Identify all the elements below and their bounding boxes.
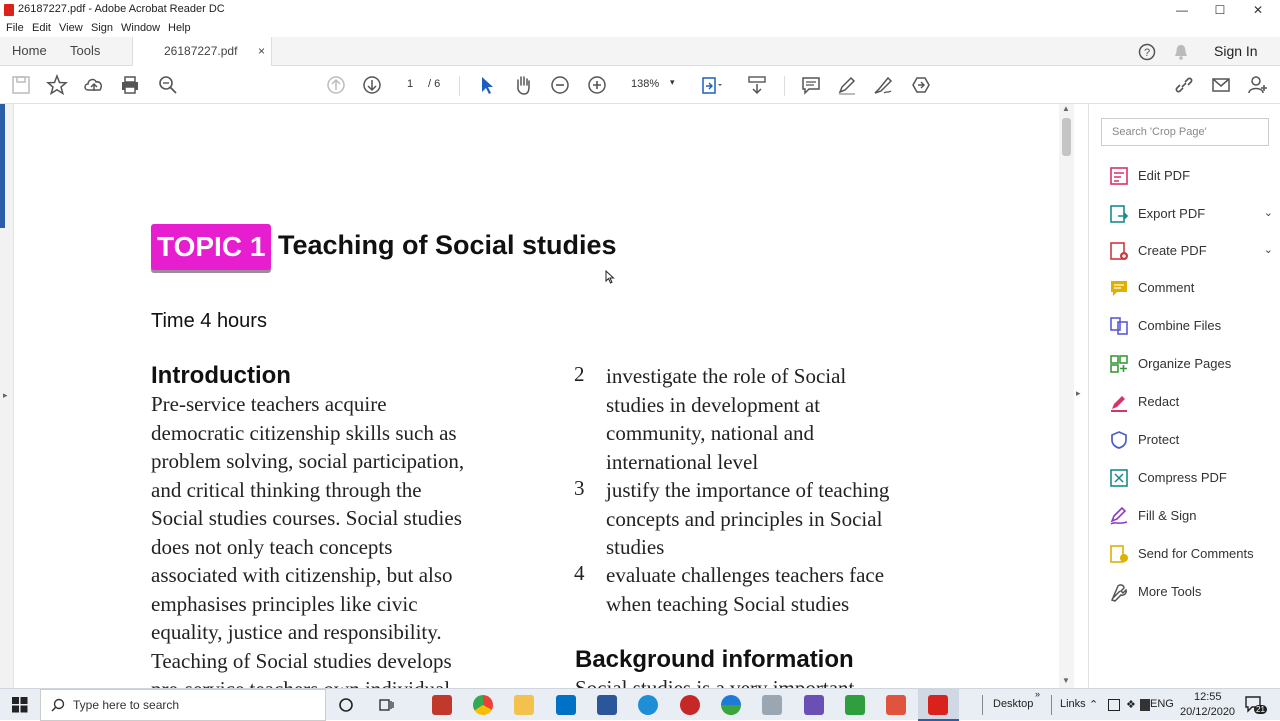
red-app-icon[interactable]	[886, 695, 906, 715]
email-icon[interactable]	[1210, 74, 1232, 96]
scrollbar-thumb[interactable]	[1062, 118, 1071, 156]
tab-home[interactable]: Home	[12, 43, 47, 58]
chrome-app-icon[interactable]	[473, 695, 493, 715]
send-for-comments-icon	[1109, 544, 1129, 564]
text-line: community, national and	[606, 421, 815, 445]
document-page[interactable]	[15, 104, 1058, 688]
acrobat-taskbar-button[interactable]	[918, 689, 959, 721]
chevron-down-icon: ▾	[670, 77, 675, 87]
time-duration: Time 4 hours	[151, 310, 267, 332]
chevron-down-icon[interactable]: ⌄	[1263, 207, 1273, 219]
search-icon	[51, 698, 65, 712]
tool-label: Create PDF	[1138, 243, 1207, 258]
screenshot-app-icon[interactable]	[762, 695, 782, 715]
maximize-button[interactable]: ☐	[1214, 3, 1226, 17]
tool-label: Organize Pages	[1138, 356, 1232, 371]
text-line: evaluate challenges teachers face	[606, 563, 885, 587]
topic-badge: TOPIC 1	[151, 224, 271, 270]
comment-icon	[1109, 278, 1129, 298]
previous-page-icon[interactable]	[325, 74, 347, 96]
zoom-out-icon[interactable]	[549, 74, 571, 96]
tool-comment[interactable]	[1109, 276, 1279, 300]
toolbar-divider	[459, 76, 460, 96]
scroll-mode-icon[interactable]	[746, 74, 768, 96]
tool-label: Redact	[1138, 394, 1180, 409]
comment-icon[interactable]	[800, 74, 822, 96]
outlook-app-icon[interactable]	[556, 695, 576, 715]
notification-count-badge: 21	[1256, 705, 1265, 714]
search-icon[interactable]	[157, 74, 179, 96]
menu-bar	[0, 20, 1280, 37]
organize-pages-icon	[1109, 354, 1129, 374]
introduction-paragraph	[151, 390, 551, 704]
filezilla-app-icon[interactable]	[432, 695, 452, 715]
tool-edit-pdf[interactable]	[1109, 164, 1279, 188]
text-line: and critical thinking through the	[151, 477, 422, 502]
camtasia-app-icon[interactable]	[845, 695, 865, 715]
tool-search-input[interactable]: Search 'Crop Page'	[1101, 118, 1269, 146]
text-line: Teaching of Social studies develops	[151, 648, 452, 673]
tools-pane	[1088, 104, 1280, 688]
windows-start-icon[interactable]	[12, 697, 28, 713]
pdf-app-icon	[4, 4, 14, 16]
objective-number: 2	[574, 362, 585, 386]
title-bar	[0, 0, 1280, 20]
bookmark-star-icon[interactable]	[46, 74, 68, 96]
close-button[interactable]: ✕	[1252, 3, 1264, 17]
chevron-up-icon[interactable]: ⌃	[1089, 699, 1099, 711]
create-pdf-icon	[1109, 241, 1129, 261]
text-line: studies in development at	[606, 392, 821, 417]
windows-taskbar	[0, 688, 1280, 720]
text-line: justify the importance of teaching	[606, 478, 890, 502]
zoom-in-icon[interactable]	[586, 74, 608, 96]
tool-label: Comment	[1138, 280, 1195, 295]
file-explorer-app-icon[interactable]	[514, 695, 534, 715]
objective-text	[606, 362, 976, 476]
left-panel-strip	[0, 104, 14, 688]
tool-label: Compress PDF	[1138, 470, 1227, 485]
tab-close-button[interactable]: ×	[257, 44, 265, 58]
collapse-right-pane-icon[interactable]: ▸	[1076, 388, 1081, 398]
objective-number: 3	[574, 476, 585, 500]
green-blue-app-icon[interactable]	[721, 695, 741, 715]
protect-icon	[1109, 430, 1129, 450]
input-language-indicator[interactable]: ENG	[1150, 698, 1174, 710]
text-line: when teaching Social studies	[606, 591, 850, 616]
scroll-down-arrow-icon[interactable]: ▼	[1062, 676, 1070, 685]
fit-page-icon[interactable]	[700, 74, 722, 96]
more-tools-icon	[1109, 582, 1129, 602]
highlight-pen-icon[interactable]	[836, 74, 858, 96]
tool-create-pdf[interactable]	[1109, 239, 1279, 263]
edge-app-icon[interactable]	[638, 695, 658, 715]
toolbar-divider	[784, 76, 785, 96]
tool-organize-pages[interactable]	[1109, 352, 1279, 376]
objective-number: 4	[574, 561, 585, 585]
taskbar-search-input[interactable]	[40, 689, 326, 721]
menu-sign[interactable]: Sign	[91, 22, 114, 34]
tray-app-icon[interactable]	[1108, 699, 1120, 711]
redact-icon	[1109, 392, 1129, 412]
text-line: studies	[606, 535, 665, 559]
more-tools-toolbar-icon[interactable]	[910, 74, 932, 96]
next-page-icon[interactable]	[361, 74, 383, 96]
dropbox-icon[interactable]: ❖	[1126, 699, 1136, 711]
acrobat-app-icon	[928, 695, 948, 715]
page-number-input[interactable]: 1	[406, 78, 414, 90]
text-line: problem solving, social participation,	[151, 449, 465, 473]
taskbar-divider	[982, 695, 983, 715]
clock-time[interactable]: 12:55	[1194, 691, 1222, 703]
left-panel-accent	[0, 104, 5, 228]
chevron-right-icon[interactable]: »	[1035, 689, 1041, 699]
text-line: associated with citizenship, but also	[151, 563, 453, 587]
text-line: concepts and principles in Social	[606, 506, 883, 531]
page-count: / 6	[428, 78, 441, 90]
window-title: 26187227.pdf - Adobe Acrobat Reader DC	[18, 3, 225, 15]
print-icon[interactable]	[119, 74, 141, 96]
cortana-icon[interactable]	[338, 697, 354, 713]
scroll-up-arrow-icon[interactable]: ▲	[1062, 104, 1070, 113]
clock-date[interactable]: 20/12/2020	[1180, 706, 1236, 718]
minimize-button[interactable]: —	[1176, 3, 1188, 17]
document-title: Teaching of Social studies	[278, 230, 617, 260]
menu-window[interactable]: Window	[121, 22, 161, 34]
task-view-icon[interactable]	[378, 697, 394, 713]
tab-document[interactable]	[132, 37, 272, 67]
tool-protect[interactable]	[1109, 428, 1279, 452]
tool-export-pdf[interactable]	[1109, 202, 1279, 226]
tool-label: Protect	[1138, 432, 1180, 447]
introduction-heading: Introduction	[151, 362, 291, 389]
tool-compress-pdf[interactable]	[1109, 466, 1279, 490]
tool-label: Export PDF	[1138, 206, 1206, 221]
zoom-value: 138%	[631, 78, 660, 90]
menu-edit[interactable]: Edit	[32, 22, 51, 34]
share-link-icon[interactable]	[1173, 74, 1195, 96]
main-toolbar	[0, 66, 1280, 104]
text-line: Pre-service teachers acquire	[151, 392, 387, 416]
fill-sign-icon	[1109, 506, 1129, 526]
menu-help[interactable]: Help	[168, 22, 191, 34]
word-app-icon[interactable]	[597, 695, 617, 715]
text-line: emphasises principles like civic	[151, 591, 418, 616]
tab-bar	[0, 37, 1280, 66]
text-line: investigate the role of Social	[606, 364, 847, 388]
compress-pdf-icon	[1109, 468, 1129, 488]
export-pdf-icon	[1109, 204, 1129, 224]
tool-fill-sign[interactable]	[1109, 504, 1279, 528]
notification-bell-icon[interactable]	[1173, 43, 1189, 61]
zoom-dropdown[interactable]	[620, 76, 684, 94]
menu-file[interactable]: File	[6, 22, 24, 34]
links-toolbar-label[interactable]: Links	[1060, 698, 1086, 710]
tool-label: Send for Comments	[1138, 546, 1254, 561]
tool-send-for-comments[interactable]	[1109, 542, 1279, 566]
hand-tool-icon[interactable]	[512, 74, 534, 96]
desktop-toolbar-label[interactable]: Desktop	[993, 698, 1034, 710]
taskbar-search-placeholder: Type here to search	[73, 698, 180, 712]
expand-left-panel-icon[interactable]: ▸	[3, 390, 8, 400]
objective-text	[606, 476, 976, 562]
select-cursor-icon[interactable]	[476, 74, 498, 96]
text-line: international level	[606, 449, 759, 474]
text-line: equality, justice and responsibility.	[151, 620, 442, 644]
purple-app-icon[interactable]	[804, 695, 824, 715]
background-heading: Background information	[575, 646, 854, 673]
edit-pdf-icon	[1109, 166, 1129, 186]
tool-redact[interactable]	[1109, 390, 1279, 414]
vertical-scrollbar[interactable]	[1059, 104, 1074, 688]
chevron-down-icon[interactable]: ⌄	[1263, 244, 1273, 256]
save-icon[interactable]	[10, 74, 32, 96]
help-icon[interactable]	[1138, 43, 1156, 61]
text-line: Social studies courses. Social studies	[151, 506, 462, 530]
text-line: does not only teach concepts	[151, 534, 393, 559]
upload-cloud-icon[interactable]	[83, 74, 105, 96]
svg-text:?: ?	[1143, 47, 1151, 59]
battery-icon[interactable]	[1140, 699, 1150, 711]
combine-files-icon	[1109, 316, 1129, 336]
mouse-cursor-icon	[605, 270, 615, 284]
sign-in-button[interactable]: Sign In	[1214, 43, 1258, 59]
tab-document-label: 26187227.pdf	[164, 44, 238, 58]
tool-combine-files[interactable]	[1109, 314, 1279, 338]
tool-more-tools[interactable]	[1109, 580, 1279, 604]
tool-label: More Tools	[1138, 584, 1202, 599]
antivirus-app-icon[interactable]	[680, 695, 700, 715]
tool-label: Edit PDF	[1138, 168, 1191, 183]
tool-label: Fill & Sign	[1138, 508, 1197, 523]
action-center-icon[interactable]	[1244, 695, 1266, 715]
taskbar-divider	[1051, 695, 1052, 715]
menu-view[interactable]: View	[59, 22, 83, 34]
text-line: democratic citizenship skills such as	[151, 420, 457, 445]
tool-label: Combine Files	[1138, 318, 1222, 333]
objective-text	[606, 561, 976, 618]
tab-tools[interactable]: Tools	[70, 43, 101, 58]
sign-icon[interactable]	[872, 74, 894, 96]
add-user-icon[interactable]	[1247, 74, 1269, 96]
